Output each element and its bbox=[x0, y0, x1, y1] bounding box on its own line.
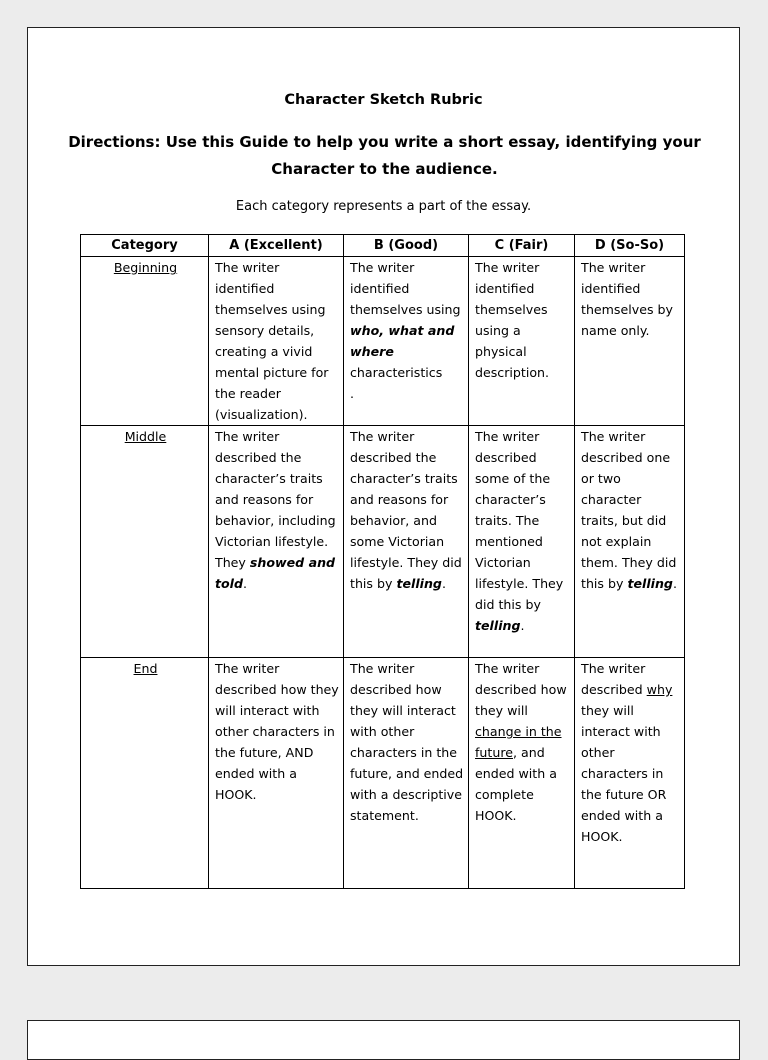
cell-middle-d bbox=[575, 426, 685, 658]
cell-text: characteristics bbox=[350, 365, 443, 380]
cell-text: . bbox=[520, 618, 525, 633]
header-a-excellent: A (Excellent) bbox=[209, 235, 344, 257]
cell-beginning-a bbox=[209, 257, 344, 426]
emphasis-text: showed and told bbox=[215, 555, 336, 591]
cell-text: The writer identified themselves by name only. bbox=[581, 260, 673, 338]
underlined-text: change in the future bbox=[475, 724, 562, 760]
emphasis-text: telling bbox=[475, 618, 521, 633]
header-d-so-so: D (So-So) bbox=[575, 235, 685, 257]
cell-middle-b bbox=[344, 426, 469, 658]
category-note: Each category represents a part of the essay. bbox=[235, 199, 532, 214]
cell-text: . bbox=[441, 576, 446, 591]
cell-end-b bbox=[344, 658, 469, 889]
cell-beginning-d bbox=[575, 257, 685, 426]
cell-text: , and ended with a complete HOOK. bbox=[475, 745, 557, 823]
directions-text: Directions: Use this Guide to help you write a short essay, identifying your Character to the audience. bbox=[68, 133, 701, 178]
cell-text: The writer described how they will interact with other characters in the future, AND ended with a HOOK. bbox=[215, 661, 339, 802]
cell-end-a bbox=[209, 658, 344, 889]
cell-text: The writer described the character’s traits and reasons for behavior, including Victorian lifestyle. They bbox=[215, 429, 336, 570]
cell-text: The writer described how they will interact with other characters in the future, and ended with a descriptive statement. bbox=[350, 661, 464, 823]
header-category: Category bbox=[81, 235, 209, 257]
emphasis-text: telling bbox=[396, 576, 442, 591]
cell-text: . bbox=[243, 576, 248, 591]
cell-text: The writer identified themselves using bbox=[350, 260, 461, 317]
cell-text: they will interact with other characters in the future OR ended with a HOOK. bbox=[581, 703, 667, 844]
emphasis-text: who, what and where bbox=[350, 323, 455, 359]
cell-text: The writer described the character’s traits and reasons for behavior, and some Victorian lifestyle. They did this by bbox=[350, 429, 462, 591]
cell-text: . bbox=[672, 576, 677, 591]
document-page bbox=[27, 27, 740, 966]
category-middle: Middle bbox=[81, 426, 209, 658]
cell-end-c bbox=[469, 658, 575, 889]
rubric-table bbox=[80, 234, 685, 889]
header-b-good: B (Good) bbox=[344, 235, 469, 257]
header-c-fair: C (Fair) bbox=[469, 235, 575, 257]
emphasis-text: telling bbox=[627, 576, 673, 591]
cell-text: . bbox=[350, 386, 355, 401]
category-end: End bbox=[81, 658, 209, 889]
cell-text: The writer identified themselves using sensory details, creating a vivid mental picture for the reader (visualization). bbox=[215, 260, 329, 422]
document-title: Character Sketch Rubric bbox=[284, 92, 483, 108]
cell-text: The writer described some of the character’s traits. The mentioned Victorian lifestyle. They did this by bbox=[475, 429, 564, 612]
table-row-beginning bbox=[81, 257, 685, 426]
cell-beginning-c bbox=[469, 257, 575, 426]
header-row bbox=[81, 235, 685, 257]
underlined-text: why bbox=[646, 682, 673, 697]
cell-text: The writer described bbox=[581, 661, 647, 697]
table-row-middle bbox=[81, 426, 685, 658]
cell-middle-c bbox=[469, 426, 575, 658]
next-page bbox=[27, 1020, 740, 1060]
cell-text: The writer described one or two character traits, but did not explain them. They did this by bbox=[581, 429, 677, 591]
cell-text: The writer described how they will bbox=[475, 661, 567, 718]
cell-text: The writer identified themselves using a physical description. bbox=[475, 260, 550, 380]
cell-beginning-b bbox=[344, 257, 469, 426]
cell-middle-a bbox=[209, 426, 344, 658]
table-row-end bbox=[81, 658, 685, 889]
cell-end-d bbox=[575, 658, 685, 889]
category-beginning: Beginning bbox=[81, 257, 209, 426]
